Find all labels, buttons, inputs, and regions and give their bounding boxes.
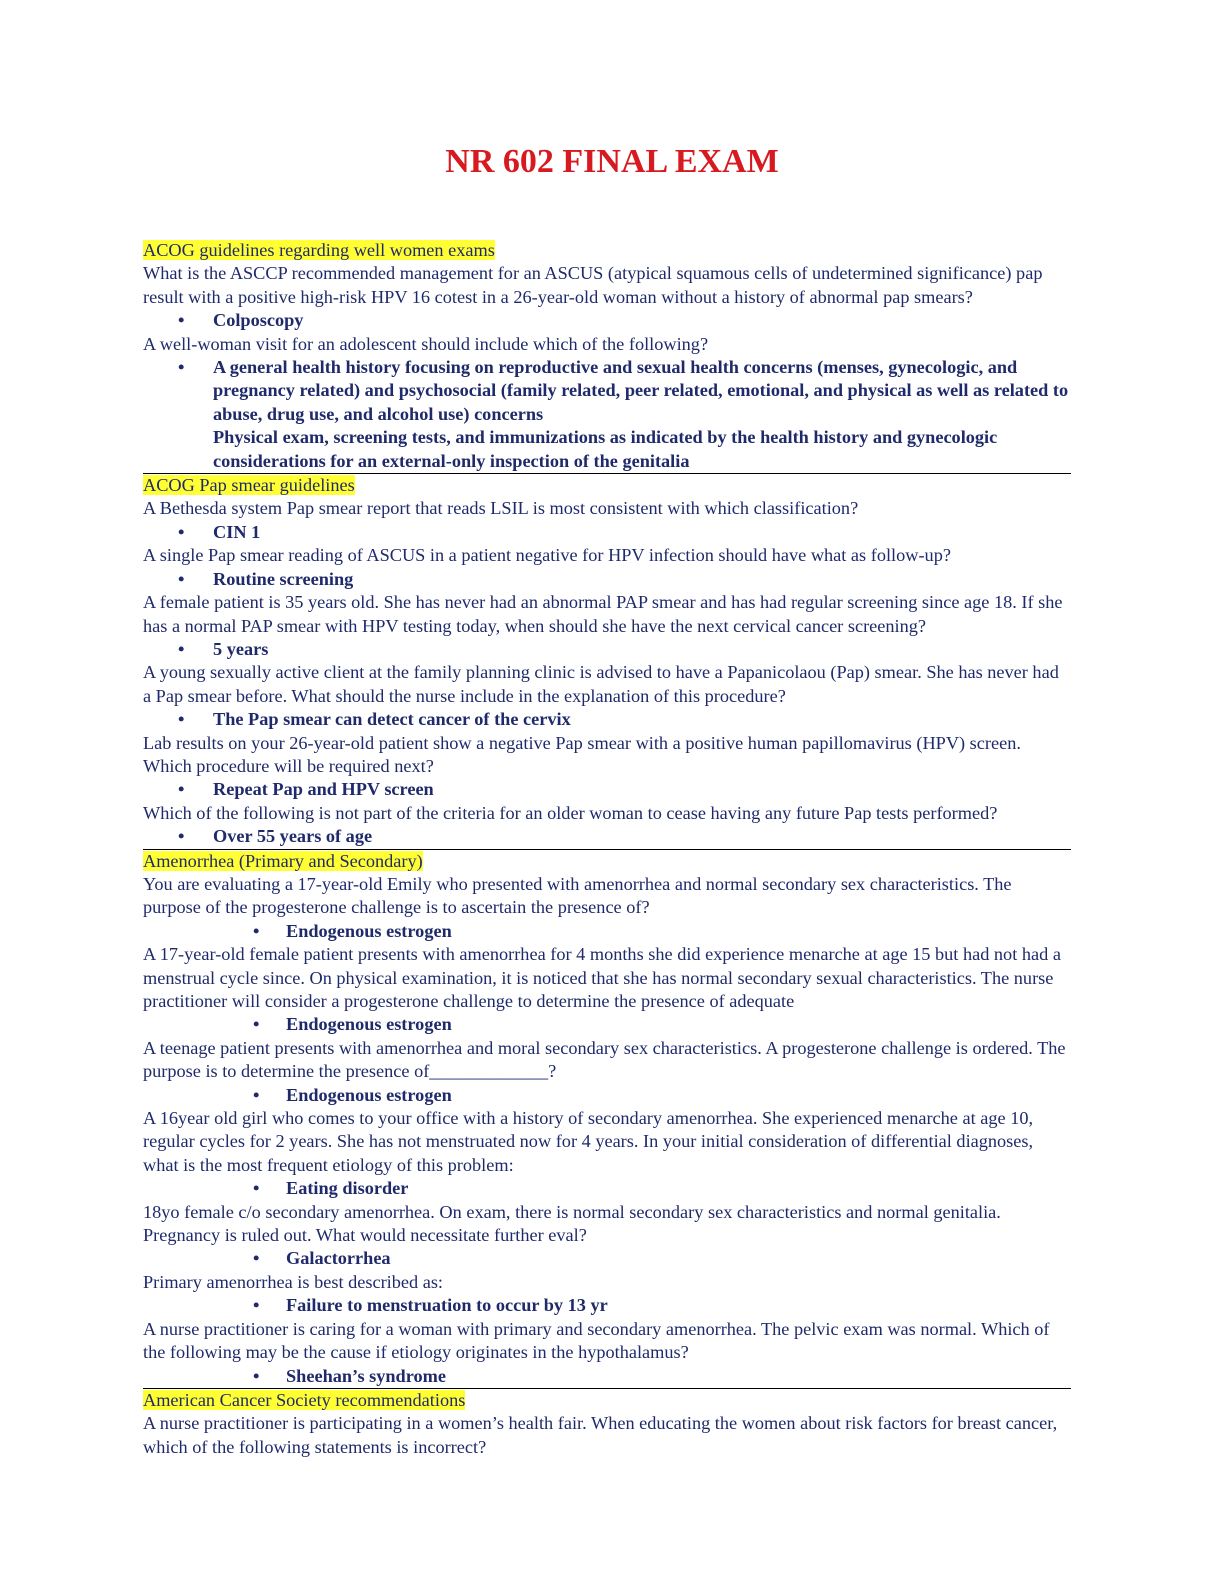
question: A young sexually active client at the family planning clinic is advised to have a Papanicolaou (Pap) smear. She has never had a Pap smear before. What should the nurse include in the explanation of this procedure? — [143, 662, 1059, 706]
answer: • Colposcopy — [143, 309, 1071, 332]
question: Which of the following is not part of the criteria for an older woman to cease having any future Pap tests performed? — [143, 802, 998, 823]
question: A nurse practitioner is participating in a women’s health fair. When educating the women about risk factors for breast cancer, which of the following statements is incorrect? — [143, 1413, 1058, 1457]
question: Primary amenorrhea is best described as: — [143, 1271, 444, 1292]
question: What is the ASCCP recommended management for an ASCUS (atypical squamous cells of undetermined significance) pap result with a positive high-risk HPV 16 cotest in a 26-year-old woman without a history of abnormal pap smears? — [143, 263, 1043, 307]
bullet-icon: • — [178, 638, 185, 659]
section-acog-well-women — [143, 239, 1071, 474]
bullet-icon: • — [178, 310, 185, 331]
answer: • A general health history focusing on reproductive and sexual health concerns (menses, gynecologic, and pregnancy related) and psychosocial (family related, peer related, emotional, and physical as well as related to abuse, drug use, and alcohol use) concerns Physical exam, screening tests, and immunizations as indicated by the health history and gynecologic considerations for an external-only inspection of the genitalia — [143, 356, 1071, 473]
answer: • Endogenous estrogen — [143, 1084, 1071, 1107]
bullet-icon: • — [253, 1084, 260, 1105]
answer: • Sheehan’s syndrome — [143, 1365, 1071, 1388]
section-heading: ACOG Pap smear guidelines — [143, 475, 355, 496]
answer: • The Pap smear can detect cancer of the cervix — [143, 708, 1071, 731]
section-american-cancer-society — [143, 1389, 1071, 1459]
question: A nurse practitioner is caring for a woman with primary and secondary amenorrhea. The pelvic exam was normal. Which of the following may be the cause if etiology originates in the hypothalamus? — [143, 1318, 1050, 1363]
bullet-icon: • — [178, 357, 185, 378]
question: A teenage patient presents with amenorrhea and moral secondary sex characteristics. A progesterone challenge is ordered. The purpose is to determine the presence of_____________? — [143, 1037, 1066, 1082]
answer: • Galactorrhea — [143, 1247, 1071, 1270]
answer: • Repeat Pap and HPV screen — [143, 778, 1071, 801]
answer: • Routine screening — [143, 568, 1071, 591]
section-heading: ACOG guidelines regarding well women exams — [143, 240, 495, 260]
question: A Bethesda system Pap smear report that reads LSIL is most consistent with which classification? — [143, 498, 859, 519]
document-body — [143, 239, 1071, 1459]
answer: • 5 years — [143, 638, 1071, 661]
page-title: NR 602 FINAL EXAM — [445, 143, 779, 180]
bullet-icon: • — [253, 1014, 260, 1035]
section-heading: American Cancer Society recommendations — [143, 1389, 466, 1410]
answer: • Failure to menstruation to occur by 13 yr — [143, 1294, 1071, 1317]
section-heading: Amenorrhea (Primary and Secondary) — [143, 850, 423, 871]
question: 18yo female c/o secondary amenorrhea. On exam, there is normal secondary sex characteristics and normal genitalia. Pregnancy is ruled out. What would necessitate further eval? — [143, 1201, 1001, 1246]
question: A single Pap smear reading of ASCUS in a patient negative for HPV infection should have what as follow-up? — [143, 545, 951, 566]
bullet-icon: • — [178, 779, 185, 800]
question: A 16year old girl who comes to your office with a history of secondary amenorrhea. She experienced menarche at age 10, regular cycles for 2 years. She has not menstruated now for 4 years. In your initial consideration of differential diagnoses, what is the most frequent etiology of this problem: — [143, 1108, 1034, 1175]
bullet-icon: • — [253, 1178, 260, 1199]
answer: • Eating disorder — [143, 1177, 1071, 1200]
question: A 17-year-old female patient presents with amenorrhea for 4 months she did experience menarche at age 15 but had not had a menstrual cycle since. On physical examination, it is noticed that she has normal secondary sexual characteristics. The nurse practitioner will consider a progesterone challenge to determine the presence of adequate — [143, 944, 1061, 1011]
bullet-icon: • — [178, 521, 185, 542]
bullet-icon: • — [253, 1365, 260, 1386]
answer: • Endogenous estrogen — [143, 920, 1071, 943]
bullet-icon: • — [178, 709, 185, 730]
bullet-icon: • — [178, 826, 185, 847]
bullet-icon: • — [253, 920, 260, 941]
answer: • Endogenous estrogen — [143, 1013, 1071, 1036]
bullet-icon: • — [178, 568, 185, 589]
bullet-icon: • — [253, 1248, 260, 1269]
section-acog-pap-smear — [143, 474, 1071, 850]
section-amenorrhea — [143, 850, 1071, 1389]
question: Lab results on your 26-year-old patient show a negative Pap smear with a positive human papillomavirus (HPV) screen. Which procedure will be required next? — [143, 732, 1021, 776]
answer: • Over 55 years of age — [143, 825, 1071, 848]
question: A female patient is 35 years old. She has never had an abnormal PAP smear and has had regular screening since age 18. If she has a normal PAP smear with HPV testing today, when should she have the next cervical cancer screening? — [143, 592, 1063, 636]
question: A well-woman visit for an adolescent should include which of the following? — [143, 333, 709, 354]
bullet-icon: • — [253, 1295, 260, 1316]
answer: • CIN 1 — [143, 521, 1071, 544]
question: You are evaluating a 17-year-old Emily who presented with amenorrhea and normal secondary sex characteristics. The purpose of the progesterone challenge is to ascertain the presence of? — [143, 873, 1012, 918]
